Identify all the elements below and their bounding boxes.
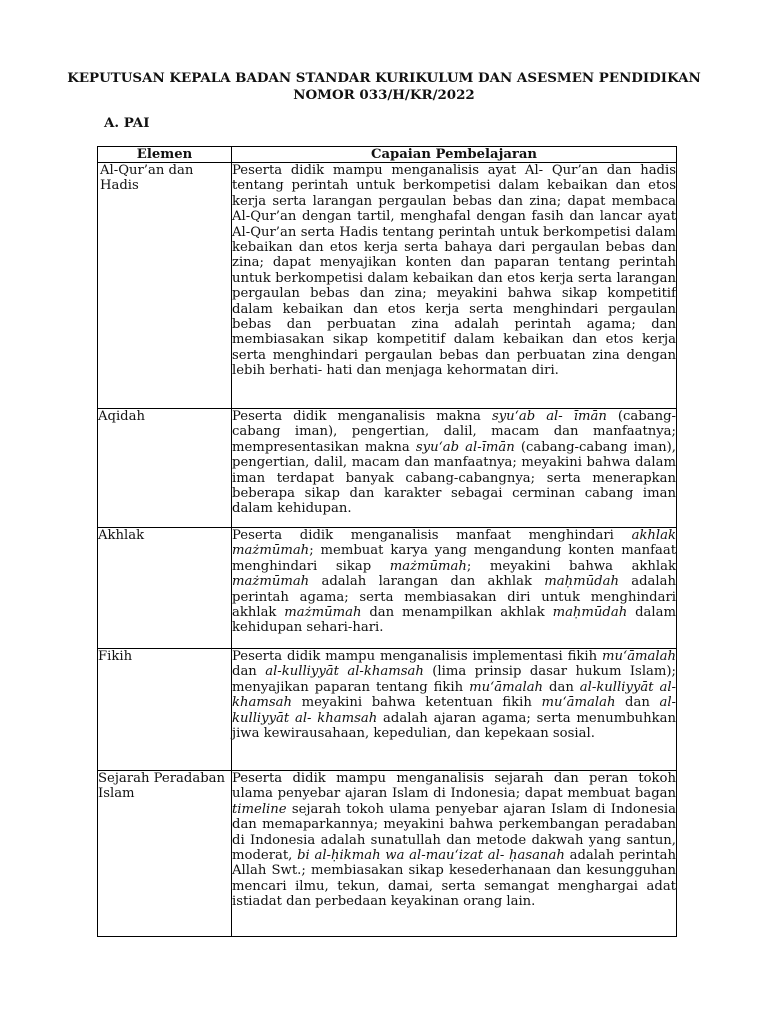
text-run: dan [615,695,660,711]
capaian-cell [232,528,677,649]
elemen-cell: Sejarah Peradaban Islam [98,771,232,937]
elemen-cell: Aqidah [98,409,232,528]
table-header-row [98,147,677,163]
table-row [98,409,677,528]
text-run: adalah larangan dan akhlak [309,574,545,590]
text-run: dalam kehidupan sehari-hari. [232,605,676,636]
capaian-cell [232,649,677,771]
capaian-cell [232,771,677,937]
italic-term: mażmūmah [232,574,310,590]
capaian-cell: Peserta didik mampu menganalisis ayat Al- Qur’an dan hadis tentang perintah untuk berkompetisi dalam kebaikan dan etos kerja serta larangan pergaulan bebas dan zina; dapat membaca Al-Qur’an dengan tartil, menghafal dengan fasih dan lancar ayat Al-Qur’an serta Hadis tentang perintah untuk berkompetisi dalam kebaikan dan etos kerja serta bahaya dari pergaulan bebas dan zina; dapat menyajikan konten dan paparan tentang perintah untuk berkompetisi dalam kebaikan dan etos kerja serta larangan pergaulan bebas dan zina; meyakini bahwa sikap kompetitif dalam kebaikan dan etos kerja serta menghindari pergaulan bebas dan perbuatan zina adalah perintah agama; dan membiasakan sikap kompetitif dalam kebaikan dan etos kerja serta menghindari pergaulan bebas dan perbuatan zina dengan lebih berhati- hati dan menjaga kehormatan diri. [232,163,677,409]
text-run: (lima prinsip dasar hukum Islam); menyajikan paparan tentang fikih [232,664,676,695]
italic-term: al-kulliyyāt al- khamsah [232,695,676,726]
italic-term: syu‘ab al- īmān [491,409,607,424]
italic-term: al-kulliyyāt al-khamsah [265,664,424,680]
text-run: Peserta didik menganalisis manfaat menghindari [232,528,632,543]
header-elemen: Elemen [98,147,232,163]
italic-term: mażmūmah [284,605,362,621]
section-heading: A. PAI [104,115,150,131]
text-run: dan menampilkan akhlak [361,605,553,621]
elemen-cell: Akhlak [98,528,232,649]
text-run: Peserta didik mampu menganalisis implementasi fikih [232,649,602,664]
elemen-cell: Fikih [98,649,232,771]
document-title [60,70,708,104]
text-run: Peserta didik menganalisis makna [232,409,492,424]
title-line-2: NOMOR 033/H/KR/2022 [293,87,475,103]
table-row [98,528,677,649]
text-run: (cabang-cabang iman), pengertian, dalil, macam dan manfaatnya; meyakini bahwa dalam iman terdapat banyak cabang-cabangnya; serta menerapkan beberapa sikap dan karakter sebagai cerminan cabang iman dalam kehidupan. [232,439,677,517]
italic-term: mażmūmah [389,558,467,574]
italic-term: bi al-ḥikmah wa al-mau‘izat al- ḥasanah [297,848,565,864]
text-run: dan [232,664,266,680]
text-run: Peserta didik mampu menganalisis sejarah dan peran tokoh ulama penyebar ajaran Islam di Indonesia; dapat membuat bagan [232,771,676,802]
italic-term: mu‘āmalah [469,679,544,695]
italic-term: mu‘āmalah [602,649,676,664]
table-row [98,771,677,937]
text-run: ; membuat karya yang mengandung konten manfaat menghindari sikap [232,543,676,574]
text-run: (cabang-cabang iman), pengertian, dalil, macam dan manfaatnya; mempresentasikan makna [232,409,676,455]
italic-term: maḥmūdah [544,574,619,590]
text-run: meyakini bahwa ketentuan fikih [291,695,542,711]
title-line-1: KEPUTUSAN KEPALA BADAN STANDAR KURIKULUM DAN ASESMEN PENDIDIKAN [67,70,701,86]
text-run: adalah ajaran agama; serta menumbuhkan jiwa kewirausahaan, kepedulian, dan kepekaan sosial. [232,710,676,742]
text-run: adalah perintah agama; serta membiasakan diri untuk menghindari akhlak [232,574,676,621]
capaian-cell [232,409,677,528]
italic-term: akhlak mażmūmah [232,528,676,559]
table-row [98,649,677,771]
italic-term: timeline [232,801,287,817]
table-row [98,163,677,409]
text-run: ; meyakini bahwa akhlak [466,558,676,574]
capaian-table [97,146,677,937]
elemen-cell: Al-Qur’an dan Hadis [98,163,232,409]
italic-term: mu‘āmalah [541,695,616,711]
italic-term: al-kulliyyāt al-khamsah [232,679,677,711]
text-run: adalah perintah Allah Swt.; membiasakan sikap kesederhanaan dan kesungguhan mencari ilmu, tekun, damai, serta semangat menghargai adat istiadat dan perbedaan keyakinan orang lain. [232,848,676,910]
italic-term: syu‘ab al-īmān [415,439,515,455]
text-run: dan [543,679,580,695]
italic-term: maḥmūdah [552,605,628,621]
header-capaian: Capaian Pembelajaran [232,147,677,163]
text-run: sejarah tokoh ulama penyebar ajaran Islam di Indonesia dan memaparkannya; meyakini bahwa perkembangan peradaban di Indonesia adalah sunatullah dan metode dakwah yang santun, moderat, [232,801,676,864]
